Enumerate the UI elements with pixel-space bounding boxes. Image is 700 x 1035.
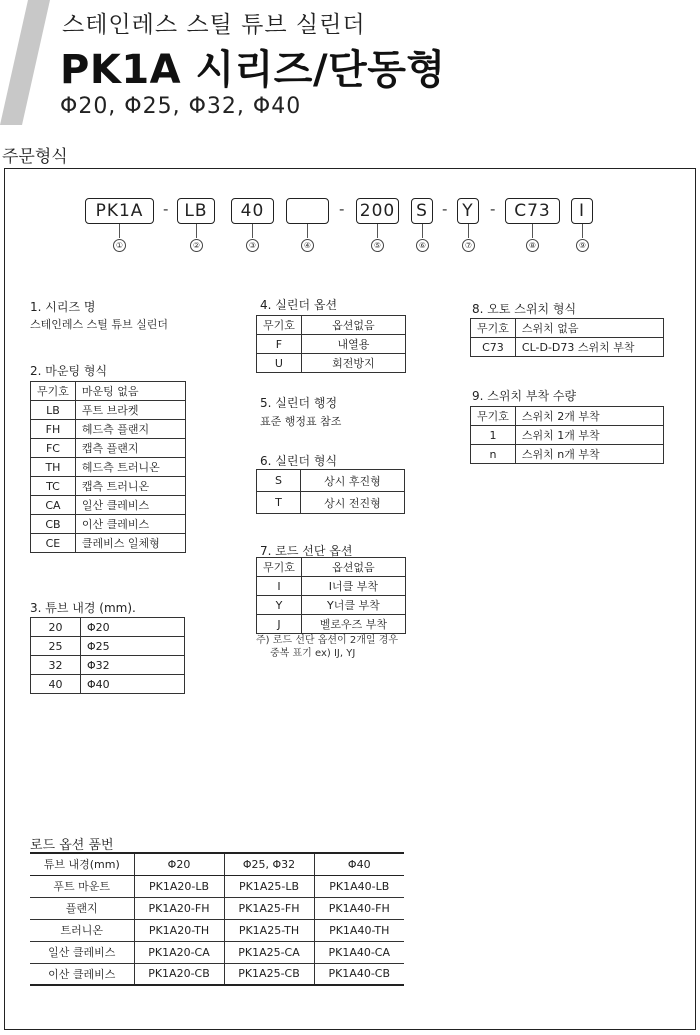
table-row (257, 316, 406, 335)
part-number-table (30, 852, 404, 986)
table-cell: F (257, 335, 302, 354)
table-cell: 상시 후진형 (301, 470, 405, 492)
callout-leader-line (422, 224, 423, 238)
page-title: PK1A 시리즈/단동형 (60, 47, 446, 93)
callout-number: ⑧ (526, 239, 539, 252)
table-row (30, 941, 404, 963)
stroke-text: 표준 행정표 참조 (260, 415, 342, 428)
table-cell: CE (31, 534, 76, 553)
cylinder-type-table (256, 469, 405, 514)
table-row (471, 426, 664, 445)
page-subtitle: 스테인레스 스틸 튜브 실린더 (62, 12, 366, 38)
table-row (471, 319, 664, 338)
table-cell: 상시 전진형 (301, 492, 405, 514)
table-cell: 32 (31, 656, 81, 675)
callout-leader-line (582, 224, 583, 238)
table-cell: Y너클 부착 (301, 596, 405, 615)
table-cell: I너클 부착 (301, 577, 405, 596)
table-row (31, 637, 185, 656)
table-cell: 무기호 (257, 316, 302, 335)
table-cell: 헤드측 플랜지 (75, 420, 185, 439)
rod-option-table (256, 557, 406, 634)
table-row (31, 382, 186, 401)
code-dash: - (339, 200, 345, 218)
table-row (30, 919, 404, 941)
table-cell: 무기호 (257, 558, 302, 577)
table-cell: PK1A25-CB (224, 963, 314, 985)
table-cell: 회전방지 (301, 354, 405, 373)
table-cell: 이산 클레비스 (30, 963, 134, 985)
table-cell: 튜브 내경(mm) (30, 853, 134, 875)
table-cell: 캡측 트러니온 (75, 477, 185, 496)
table-cell: LB (31, 401, 76, 420)
table-row (31, 458, 186, 477)
table-row (257, 492, 405, 514)
table-cell: PK1A25-FH (224, 897, 314, 919)
switch-qty-table (470, 406, 664, 464)
table-cell: 마운팅 없음 (75, 382, 185, 401)
code-box-bore: 40 (231, 198, 274, 224)
table-row (31, 675, 185, 694)
code-dash: - (490, 200, 496, 218)
table-cell: I (257, 577, 302, 596)
table-cell: CL-D-D73 스위치 부착 (515, 338, 663, 357)
table-cell: 캡측 플랜지 (75, 439, 185, 458)
cylinder-option-table (256, 315, 406, 373)
table-cell: PK1A20-CA (134, 941, 224, 963)
callout-number: ④ (301, 239, 314, 252)
code-box-auto-switch: C73 (505, 198, 560, 224)
table-row (257, 354, 406, 373)
table-cell: PK1A40-FH (314, 897, 404, 919)
table-cell: PK1A20-FH (134, 897, 224, 919)
table-cell: FH (31, 420, 76, 439)
table-cell: PK1A25-CA (224, 941, 314, 963)
table-row (257, 335, 406, 354)
table-cell: PK1A20-LB (134, 875, 224, 897)
bore-sizes: Φ20, Φ25, Φ32, Φ40 (60, 94, 302, 119)
table-cell: PK1A40-LB (314, 875, 404, 897)
callout-leader-line (468, 224, 469, 238)
table-cell: 스위치 없음 (515, 319, 663, 338)
table-row (257, 470, 405, 492)
table-row (471, 338, 664, 357)
table-cell: S (257, 470, 301, 492)
table-cell: 스위치 n개 부착 (515, 445, 663, 464)
callout-leader-line (196, 224, 197, 238)
table-row (31, 401, 186, 420)
code-box-cylinder-option (286, 198, 329, 224)
table-row (30, 963, 404, 985)
table-cell: 내열용 (301, 335, 405, 354)
mounting-table (30, 381, 186, 553)
mounting-title: 2. 마운팅 형식 (30, 364, 108, 378)
stroke-title: 5. 실린더 행정 (260, 396, 338, 410)
table-cell: PK1A20-TH (134, 919, 224, 941)
callout-number: ② (190, 239, 203, 252)
code-box-mounting: LB (177, 198, 215, 224)
table-row (257, 596, 406, 615)
table-cell: 일산 클레비스 (30, 941, 134, 963)
table-cell: 20 (31, 618, 81, 637)
table-cell: 25 (31, 637, 81, 656)
code-dash: - (163, 200, 169, 218)
table-cell: n (471, 445, 516, 464)
table-cell: Φ40 (81, 675, 185, 694)
callout-number: ⑤ (371, 239, 384, 252)
table-cell: 벨로우즈 부착 (301, 615, 405, 634)
table-row (471, 407, 664, 426)
code-box-series: PK1A (85, 198, 154, 224)
auto-switch-table (470, 318, 664, 357)
table-cell: Φ20 (81, 618, 185, 637)
table-cell: CB (31, 515, 76, 534)
callout-leader-line (307, 224, 308, 238)
table-cell: 푸트 마운트 (30, 875, 134, 897)
table-cell: PK1A25-TH (224, 919, 314, 941)
table-cell: 40 (31, 675, 81, 694)
table-cell: Φ40 (314, 853, 404, 875)
table-cell: C73 (471, 338, 516, 357)
rod-option-note: 주) 로드 선단 옵션이 2개일 경우 중복 표기 ex) IJ, YJ (256, 635, 399, 659)
table-row (31, 477, 186, 496)
cylinder-type-title: 6. 실린더 형식 (260, 454, 338, 468)
table-row (30, 897, 404, 919)
table-cell: U (257, 354, 302, 373)
table-header-row (30, 853, 404, 875)
table-cell: PK1A40-CB (314, 963, 404, 985)
series-text: 스테인레스 스틸 튜브 실린더 (30, 318, 169, 331)
table-row (257, 558, 406, 577)
callout-leader-line (377, 224, 378, 238)
cylinder-option-title: 4. 실린더 옵션 (260, 298, 338, 312)
table-row (31, 439, 186, 458)
table-cell: PK1A20-CB (134, 963, 224, 985)
table-row (31, 656, 185, 675)
table-cell: 일산 클레비스 (75, 496, 185, 515)
table-cell: 플랜지 (30, 897, 134, 919)
callout-number: ⑦ (462, 239, 475, 252)
table-cell: J (257, 615, 302, 634)
table-row (30, 875, 404, 897)
bore-table (30, 617, 185, 694)
table-cell: TC (31, 477, 76, 496)
table-cell: 스위치 1개 부착 (515, 426, 663, 445)
table-cell: 옵션없음 (301, 316, 405, 335)
table-row (471, 445, 664, 464)
table-row (31, 534, 186, 553)
table-cell: 헤드측 트러니온 (75, 458, 185, 477)
bore-title: 3. 튜브 내경 (mm). (30, 601, 136, 615)
callout-number: ① (113, 239, 126, 252)
callout-leader-line (252, 224, 253, 238)
code-box-cylinder-type: S (411, 198, 433, 224)
callout-number: ⑥ (416, 239, 429, 252)
table-cell: Φ20 (134, 853, 224, 875)
table-cell: T (257, 492, 301, 514)
table-cell: 트러니온 (30, 919, 134, 941)
table-cell: FC (31, 439, 76, 458)
table-cell: 1 (471, 426, 516, 445)
table-cell: 무기호 (471, 407, 516, 426)
part-number-title: 로드 옵션 품번 (30, 838, 114, 853)
table-cell: Y (257, 596, 302, 615)
table-cell: 무기호 (31, 382, 76, 401)
table-cell: 옵션없음 (301, 558, 405, 577)
callout-leader-line (119, 224, 120, 238)
decorative-slash (0, 0, 60, 125)
table-cell: 무기호 (471, 319, 516, 338)
table-cell: CA (31, 496, 76, 515)
table-cell: PK1A25-LB (224, 875, 314, 897)
table-cell: PK1A40-TH (314, 919, 404, 941)
table-row (31, 420, 186, 439)
rod-option-title: 7. 로드 선단 옵션 (260, 544, 353, 558)
switch-qty-title: 9. 스위치 부착 수량 (472, 389, 577, 403)
table-cell: 푸트 브라켓 (75, 401, 185, 420)
table-row (31, 496, 186, 515)
table-cell: PK1A40-CA (314, 941, 404, 963)
callout-number: ⑨ (576, 239, 589, 252)
auto-switch-title: 8. 오토 스위치 형식 (472, 302, 577, 316)
table-row (257, 577, 406, 596)
code-box-rod-option: Y (457, 198, 479, 224)
table-cell: 클레비스 일체형 (75, 534, 185, 553)
table-row (31, 515, 186, 534)
code-box-stroke: 200 (356, 198, 399, 224)
callout-leader-line (532, 224, 533, 238)
series-title: 1. 시리즈 명 (30, 300, 96, 314)
table-row (31, 618, 185, 637)
table-cell: TH (31, 458, 76, 477)
order-format-label: 주문형식 (2, 147, 68, 167)
table-cell: Φ25 (81, 637, 185, 656)
table-cell: Φ25, Φ32 (224, 853, 314, 875)
code-dash: - (442, 200, 448, 218)
code-box-switch-qty: I (571, 198, 593, 224)
table-cell: 이산 클레비스 (75, 515, 185, 534)
callout-number: ③ (246, 239, 259, 252)
table-cell: Φ32 (81, 656, 185, 675)
table-cell: 스위치 2개 부착 (515, 407, 663, 426)
table-row (257, 615, 406, 634)
